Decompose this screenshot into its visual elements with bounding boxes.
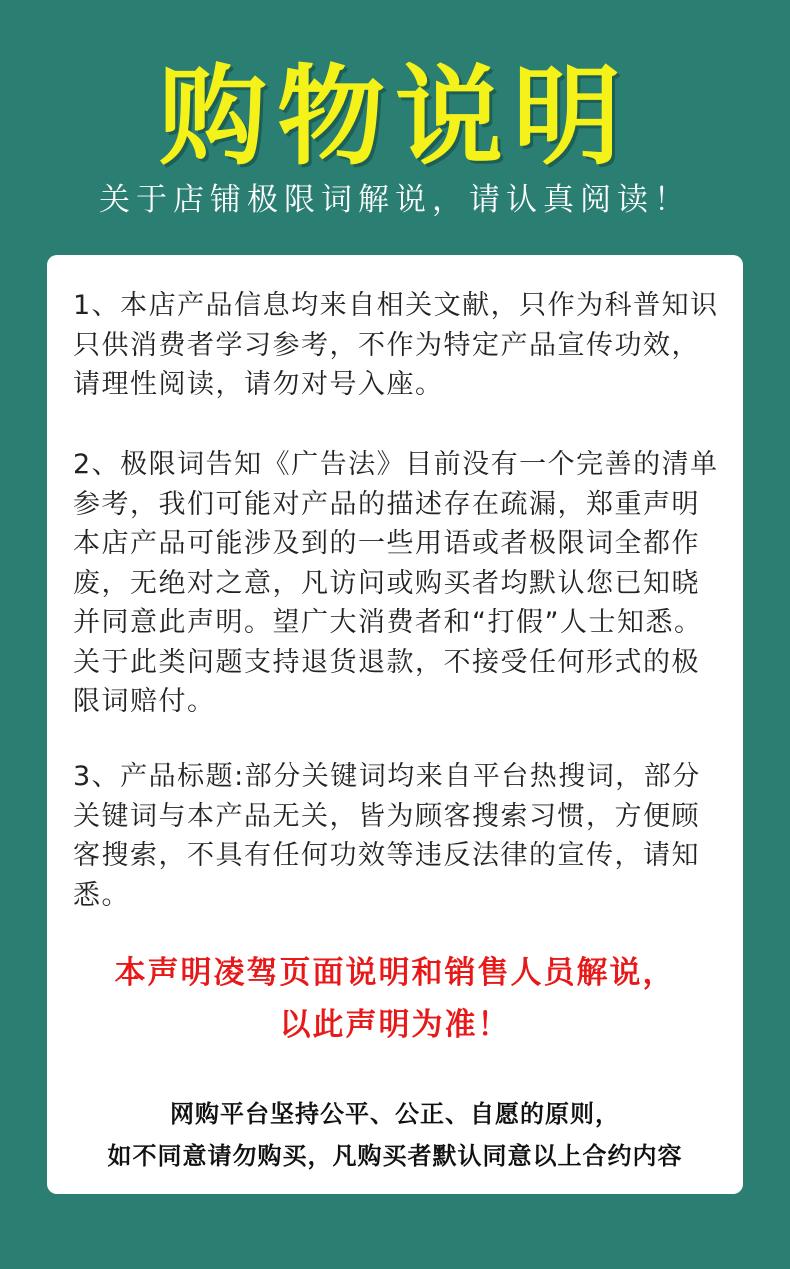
paragraph-1: 1、本店产品信息均来自相关文献，只作为科普知识只供消费者学习参考，不作为特定产品宣传功效，请理性阅读，请勿对号入座。 [73, 290, 719, 400]
footer-terms [47, 1093, 743, 1177]
page-title: 购物说明 [158, 55, 631, 180]
paragraph-3: 3、产品标题:部分关键词均来自平台热搜词，部分关键词与本产品无关，皆为顾客搜索习惯，方便顾客搜索，不具有任何功效等违反法律的宣传，请知悉。 [73, 761, 701, 911]
paragraph-2: 2、极限词告知《广告法》目前没有一个完善的清单参考，我们可能对产品的描述存在疏漏，郑重声明本店产品可能涉及到的一些用语或者极限词全都作废，无绝对之意，凡访问或购买者均默认您已知晓并同意此声明。望广大消费者和“打假”人士知悉。关于此类问题支持退货退款，不接受任何形式的极限词赔付。 [73, 449, 719, 717]
page-subtitle: 关于店铺极限词解说，请认真阅读！ [99, 182, 691, 218]
footer-line-1: 网购平台坚持公平、公正、自愿的原则， [170, 1100, 620, 1128]
notice-line-2: 以此声明为准！ [279, 1007, 511, 1043]
important-notice [47, 947, 743, 1051]
notice-line-1: 本声明凌驾页面说明和销售人员解说， [114, 955, 676, 991]
footer-line-2: 如不同意请勿购买，凡购买者默认同意以上合约内容 [107, 1142, 683, 1170]
notice-card [47, 255, 743, 1194]
